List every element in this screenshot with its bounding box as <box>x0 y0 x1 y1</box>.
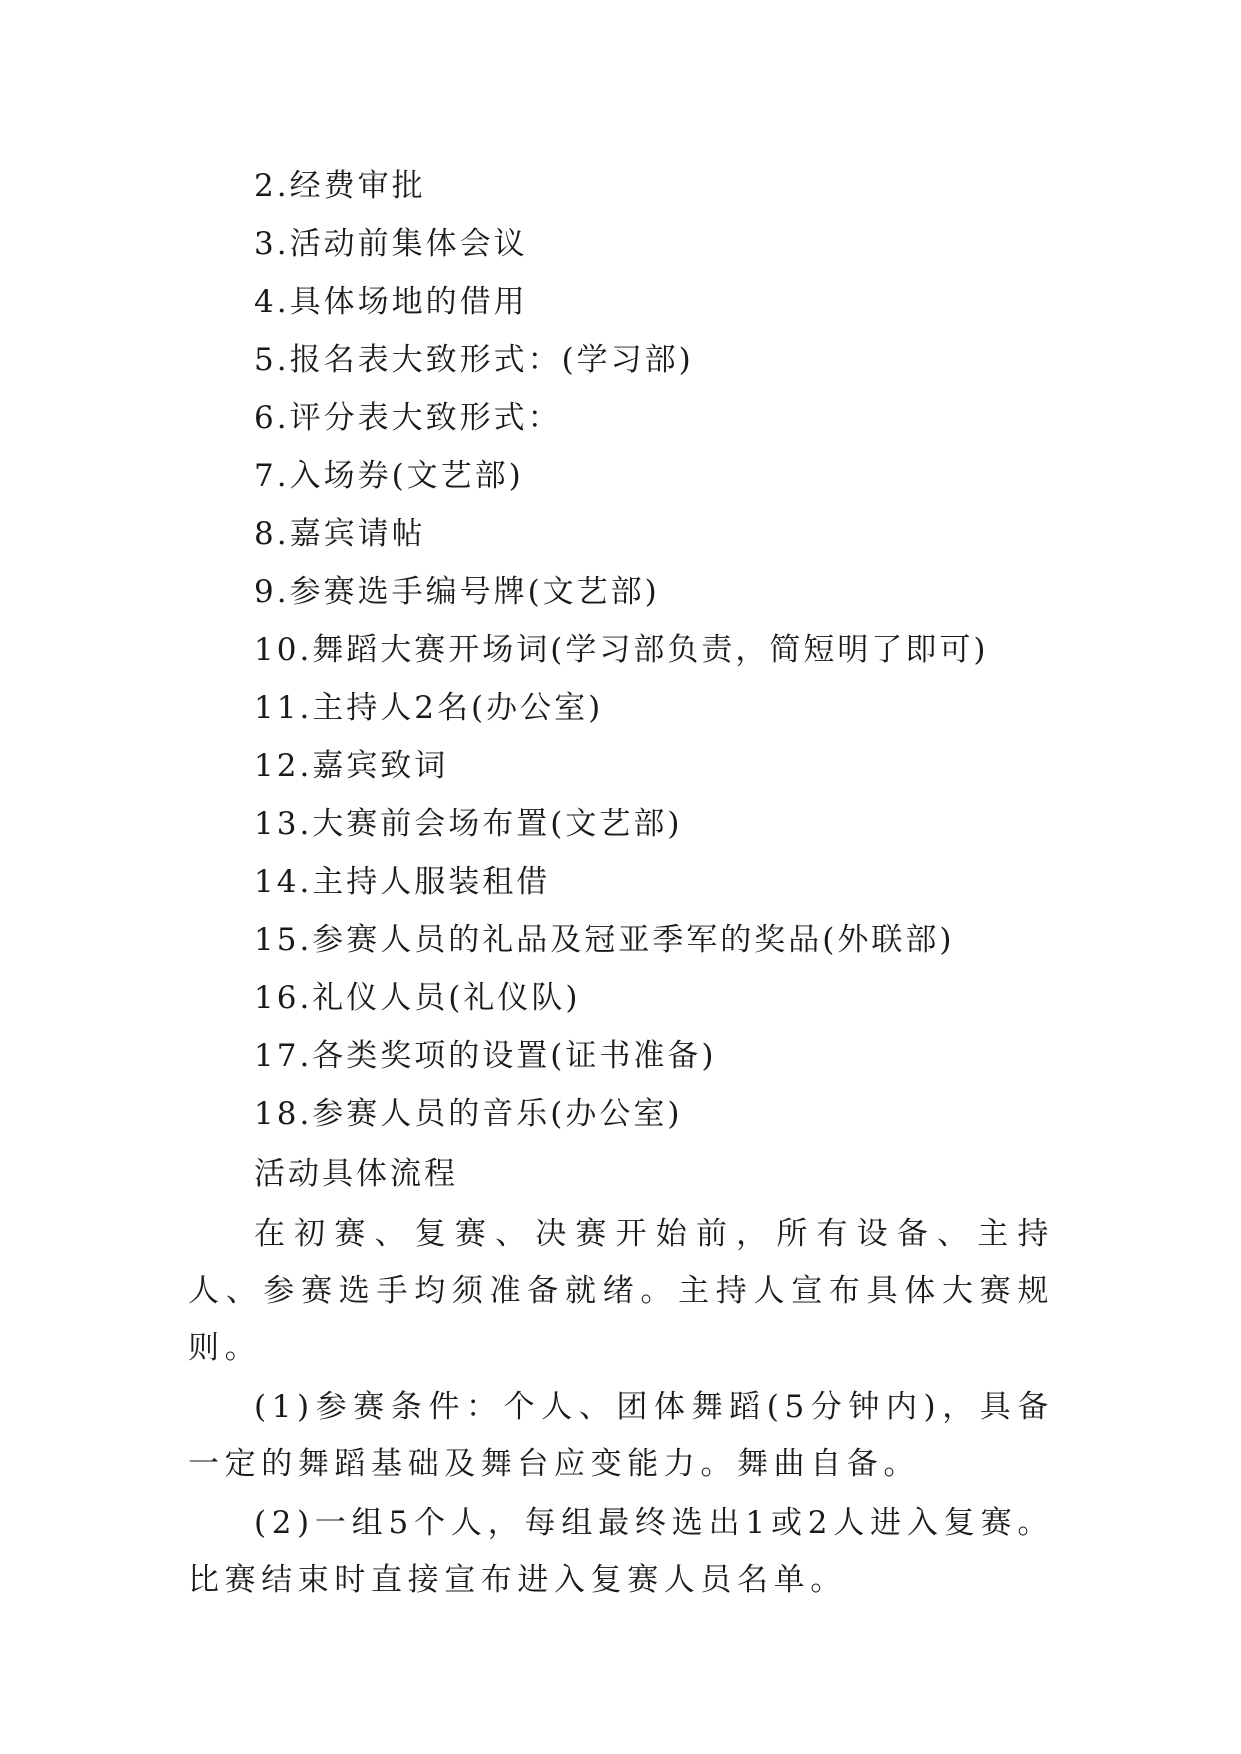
list-item: 8.嘉宾请帖 <box>254 516 426 552</box>
list-item: 14.主持人服装租借 <box>254 864 551 900</box>
paragraph: (1)参赛条件：个人、团体舞蹈(5分钟内)，具备一定的舞蹈基础及舞台应变能力。舞曲自备。 <box>188 1389 1054 1482</box>
list-item: 16.礼仪人员(礼仪队) <box>254 980 581 1016</box>
list-item: 6.评分表大致形式： <box>254 400 562 436</box>
list-item: 2.经费审批 <box>254 168 426 204</box>
body-paragraphs <box>188 1206 1054 1611</box>
list-item: 17.各类奖项的设置(证书准备) <box>254 1038 717 1074</box>
list-item: 18.参赛人员的音乐(办公室) <box>254 1096 683 1132</box>
list-item: 11.主持人2名(办公室) <box>254 690 604 726</box>
section-title: 活动具体流程 <box>254 1156 458 1192</box>
list-item: 9.参赛选手编号牌(文艺部) <box>254 574 660 610</box>
list-item: 15.参赛人员的礼品及冠亚季军的奖品(外联部) <box>254 922 955 958</box>
list-item: 12.嘉宾致词 <box>254 748 449 784</box>
list-item: 4.具体场地的借用 <box>254 284 528 320</box>
list-item: 13.大赛前会场布置(文艺部) <box>254 806 683 842</box>
paragraph: (2)一组5个人，每组最终选出1或2人进入复赛。比赛结束时直接宣布进入复赛人员名单。 <box>188 1505 1054 1598</box>
list-item: 5.报名表大致形式：(学习部) <box>254 342 694 378</box>
list-item: 3.活动前集体会议 <box>254 226 528 262</box>
preparation-list <box>254 160 989 1146</box>
list-item: 7.入场券(文艺部) <box>254 458 524 494</box>
list-item: 10.舞蹈大赛开场词(学习部负责，简短明了即可) <box>254 632 989 668</box>
paragraph: 在初赛、复赛、决赛开始前，所有设备、主持人、参赛选手均须准备就绪。主持人宣布具体大赛规则。 <box>188 1216 1054 1366</box>
